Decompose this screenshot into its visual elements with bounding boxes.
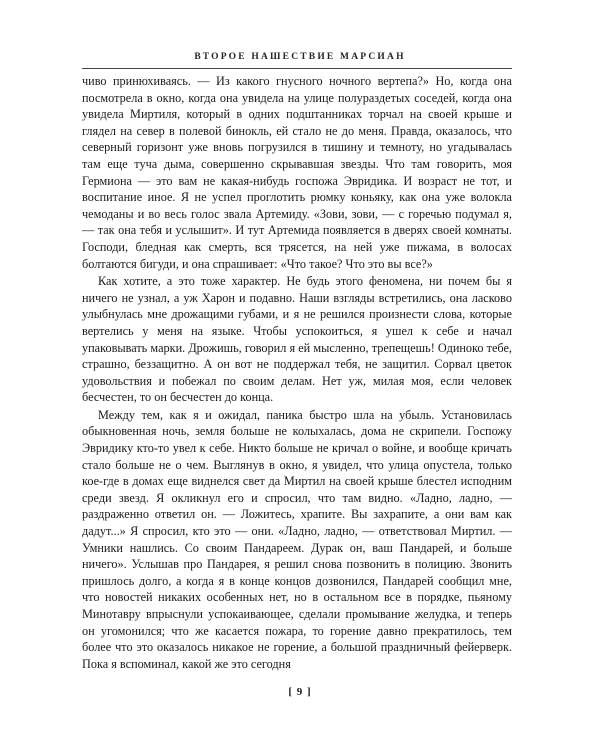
page-number: [ 9 ] [288, 686, 312, 698]
paragraph: Как хотите, а это тоже характер. Не будь этого феномена, ни почем бы я ничего не узнал, а уж Харон и подавно. Наши взгляды встретились, она ласково улыбнулась мне дрожащими губами, и я не решился произнести слова, которые вертелись у меня на языке. Чтобы успокоиться, я ушел к себе и начал упаковывать марки. Дрожишь, говорил я ей мысленно, трепещешь! Одиноко тебе, страшно, беззащитно. А он вот не поддержал тебя, не защитил. Сорвал цветок удовольствия и побежал по своим делам. Нет уж, милая моя, если человек бесчестен, то он бесчестен до конца. [82, 274, 512, 405]
paragraph-continuation: чиво принюхиваясь. — Из какого гнусного ночного вертепа?» Но, когда она посмотрела в окно, когда она увидела на улице полураздетых соседей, когда она увидела Миртиля, который в одних подштанниках торчал на своей крыше и глядел на север в полевой бинокль, ей стало не до меня. Правда, оказалось, что северный горизонт уже вновь погрузился в тишину и темноту, но угадывалась там еще туча дыма, совершенно скрывавшая звезды. Что там говорить, моя Гермиона — это вам не какая-нибудь госпожа Эвридика. И возраст не тот, и воспитание иное. Я не успел проглотить рюмку коньяку, как она уже волокла чемоданы и во весь голос звала Артемиду. «Зови, зови, — с горечью подумал я, — так она тебя и услышит». И тут Артемида появляется в дверях своей комнаты. Господи, бледная как смерть, вся трясется, на ней уже пижама, в волосах болтаются бигуди, и она спрашивает: «Что такое? Что это вы все?» [82, 74, 512, 271]
body-text [82, 73, 512, 672]
running-head: ВТОРОЕ НАШЕСТВИЕ МАРСИАН [194, 52, 406, 62]
header-rule [82, 68, 512, 69]
paragraph: Между тем, как я и ожидал, паника быстро шла на убыль. Установилась обыкновенная ночь, земля больше не колыхалась, дома не скрипели. Госпожу Эвридику кто-то увел к себе. Никто больше не кричал о войне, и вообще кричать стало больше не о чем. Выглянув в окно, я увидел, что улица опустела, только кое-где в домах еще виднелся свет да Миртил на своей крыше блестел исподним среди звезд. Я окликнул его и спросил, что там видно. «Ладно, ладно, — раздраженно ответил он. — Ложитесь, храпите. Вы захрапите, а они вам как дадут...» Я спросил, кто это — они. «Ладно, ладно, — ответствовал Миртил. — Умники нашлись. Со своим Пандареем. Дурак он, ваш Пандарей, и больше ничего». Услышав про Пандарея, я решил снова позвонить в полицию. Звонить пришлось долго, а когда я в конце концов дозвонился, Пандарей сообщил мне, что новостей никаких особенных нет, но в остальном все в порядке, пьяному Минотавру впрыснули успокаивающее, сделали промывание желудка, и теперь он угомонился; что же касается пожара, то горение давно прекратилось, тем более что это оказалось никакое не горение, а большой праздничный фейерверк. Пока я вспоминал, какой же это сегодня [82, 407, 512, 671]
